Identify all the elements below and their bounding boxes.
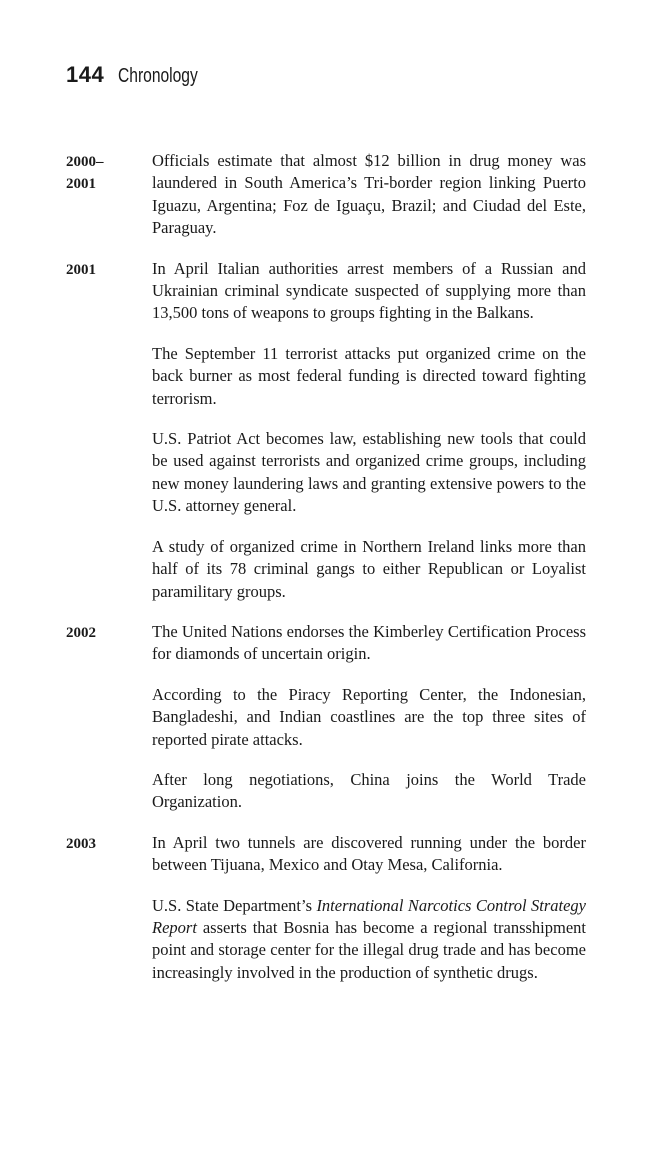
entry-paragraph: In April two tunnels are discovered running under the border between Tijuana, Mexico and Otay Mesa, California. (152, 832, 586, 875)
year-line: 2000– (66, 154, 104, 170)
page-header (66, 62, 221, 88)
entry-2003 (66, 832, 586, 984)
entry-2000-2001 (66, 150, 586, 240)
entry-paragraph: After long negotiations, China joins the World Trade Organization. (152, 769, 586, 812)
chronology-content (66, 150, 586, 1002)
entry-paragraph: U.S. Patriot Act becomes law, establishing new tools that could be used against terrorists and organized crime groups, including new money laundering laws and granting extensive powers to the U.S. attorney general. (152, 429, 586, 516)
year-line: 2001 (66, 261, 96, 278)
entry-body (152, 832, 586, 984)
entry-year (66, 832, 152, 984)
entry-paragraph: The September 11 terrorist attacks put organized crime on the back burner as most federal funding is directed toward fighting terrorism. (152, 343, 586, 408)
entry-2001 (66, 258, 586, 603)
year-line: 2001 (66, 176, 96, 192)
year-line: 2002 (66, 624, 96, 641)
entry-paragraph: Officials estimate that almost $12 billion in drug money was laundered in South America’s Tri-border region linking Puerto Iguazu, Argentina; Foz de Iguaçu, Brazil; and Ciudad del Este, Paraguay. (152, 151, 586, 238)
entry-year (66, 258, 152, 603)
entry-paragraph: According to the Piracy Reporting Center, the Indonesian, Bangladeshi, and Indian coastlines are the top three sites of reported pirate attacks. (152, 684, 586, 749)
entry-paragraph: A study of organized crime in Northern Ireland links more than half of its 78 criminal gangs to either Republican or Loyalist paramilitary groups. (152, 536, 586, 601)
entry-year (66, 621, 152, 814)
entry-body (152, 258, 586, 603)
entry-paragraph-report (152, 895, 586, 985)
page-number: 144 (66, 62, 105, 87)
entry-paragraph: The United Nations endorses the Kimberley Certification Process for diamonds of uncertain origin. (152, 621, 586, 664)
running-head: Chronology (118, 65, 199, 87)
entry-2002 (66, 621, 586, 814)
entry-body (152, 621, 586, 814)
year-line: 2003 (66, 835, 96, 852)
entry-paragraph: In April Italian authorities arrest members of a Russian and Ukrainian criminal syndicate suspected of supplying more than 13,500 tons of weapons to groups fighting in the Balkans. (152, 258, 586, 323)
report-prefix: U.S. State Department’s (152, 895, 317, 915)
entry-year (66, 150, 152, 240)
entry-body (152, 150, 586, 240)
report-title: International Narcotics Control Strategy Report (152, 895, 586, 937)
report-suffix: asserts that Bosnia has become a regional transshipment point and storage center for the illegal drug trade and has become increasingly involved in the production of synthetic drugs. (152, 917, 586, 982)
